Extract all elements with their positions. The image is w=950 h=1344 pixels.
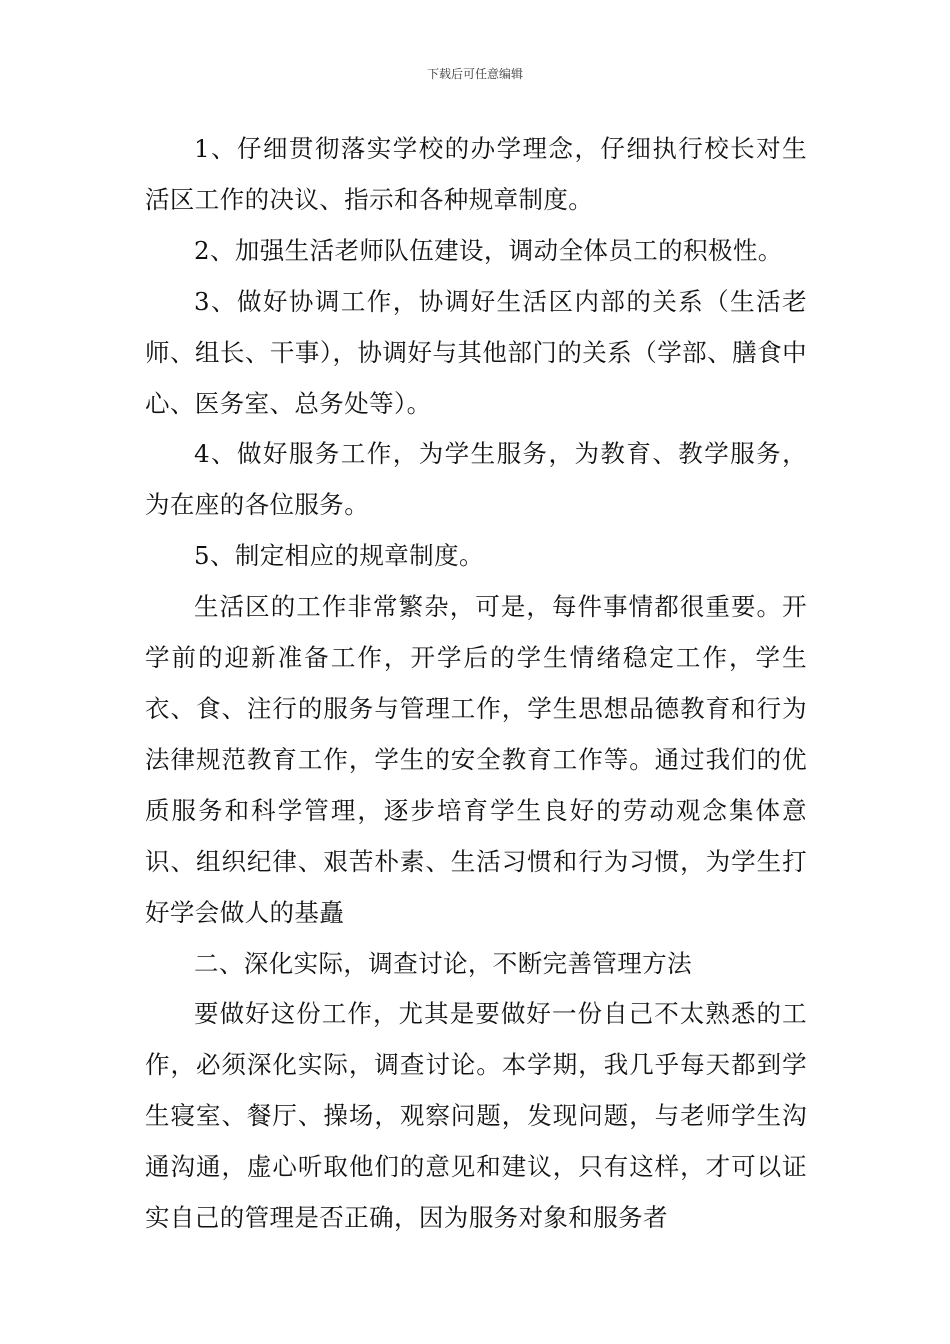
paragraph-item-3: 3、做好协调工作，协调好生活区内部的关系（生活老师、组长、干事），协调好与其他部门的关系（学部、膳食中心、医务室、总务处等）。 [145,286,807,418]
paragraph-living-area-work: 生活区的工作非常繁杂，可是，每件事情都很重要。开学前的迎新准备工作，开学后的学生情绪稳定工作，学生衣、食、注行的服务与管理工作，学生思想品德教育和行为法律规范教育工作，学生的安全教育工作等。通过我们的优质服务和科学管理，逐步培育学生良好的劳动观念集体意识、组织纪律、艰苦朴素、生活习惯和行为习惯，为学生打好学会做人的基矗 [145,592,807,927]
paragraph-research: 要做好这份工作，尤其是要做好一份自己不太熟悉的工作，必须深化实际，调查讨论。本学期，我几乎每天都到学生寝室、餐厅、操场，观察问题，发现问题，与老师学生沟通沟通，虚心听取他们的意见和建议，只有这样，才可以证实自己的管理是否正确，因为服务对象和服务者 [145,999,807,1233]
section-heading-2: 二、深化实际，调查讨论，不断完善管理方法 [194,948,692,978]
document-body [145,124,807,1244]
paragraph-item-5: 5、制定相应的规章制度。 [194,541,484,571]
paragraph-item-4: 4、做好服务工作，为学生服务，为教育、教学服务，为在座的各位服务。 [145,439,807,520]
paragraph-item-2: 2、加强生活老师队伍建设，调动全体员工的积极性。 [194,235,783,265]
page-header: 下载后可任意编辑 [426,67,523,81]
paragraph-item-1: 1、仔细贯彻落实学校的办学理念，仔细执行校长对生活区工作的决议、指示和各种规章制度。 [145,134,807,214]
